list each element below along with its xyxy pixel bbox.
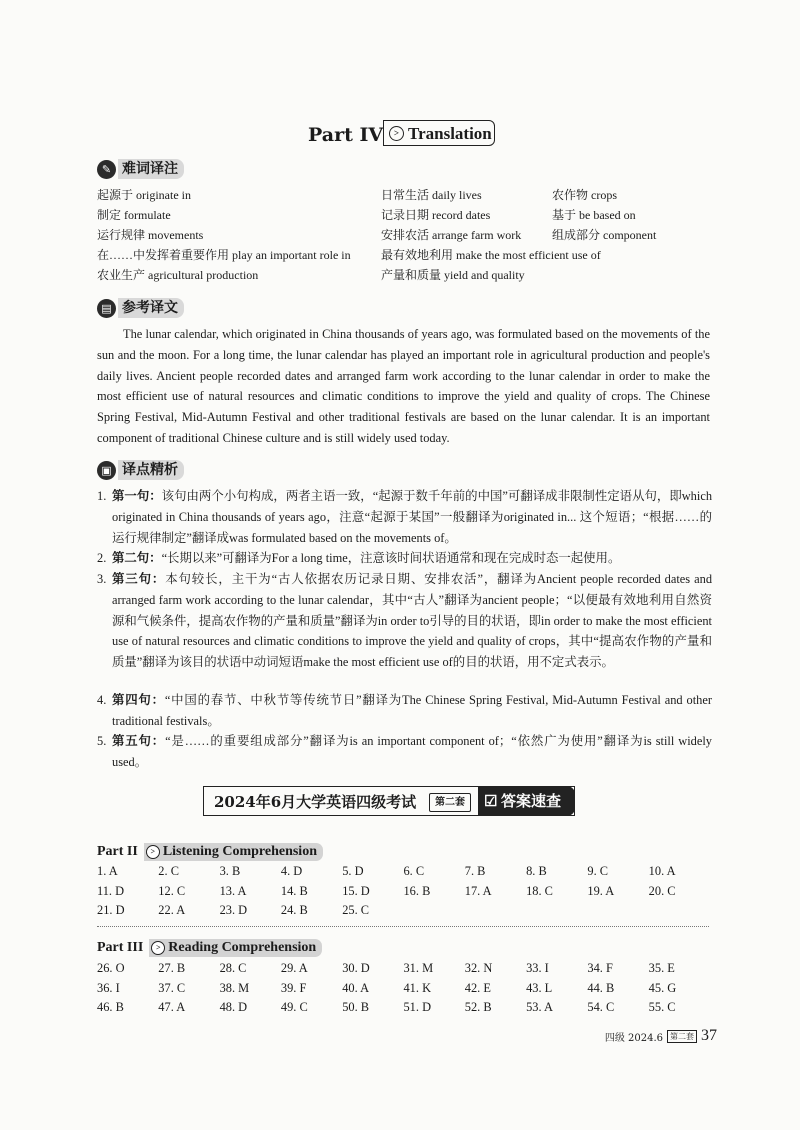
answer-item: 40. A xyxy=(342,980,370,995)
answer-item: 18. C xyxy=(526,883,553,898)
answer-item: 47. A xyxy=(158,1000,186,1014)
vocab-item: 农作物 crops xyxy=(552,188,617,202)
answer-item: 22. A xyxy=(158,903,186,917)
answer-item: 1. A xyxy=(97,864,118,878)
banner-title: 2024年6月大学英语四级考试 xyxy=(214,793,417,811)
part3-section: Reading Comprehension xyxy=(168,940,317,955)
answer-item: 44. B xyxy=(587,980,615,995)
vocab-badge-label: 难词译注 xyxy=(118,159,184,179)
answer-item: 33. I xyxy=(526,961,549,975)
part3-section-box xyxy=(149,939,322,957)
answer-item: 27. B xyxy=(158,961,186,975)
answer-item: 20. C xyxy=(648,883,676,898)
vocab-item: 农业生产 agricultural production xyxy=(97,268,259,282)
analysis-item: 4. 第四句：“中国的春节、中秋节等传统节日”翻译为The Chinese Spring Festival, Mid-Autumn Festival and other traditional festivals。 xyxy=(97,693,712,728)
divider xyxy=(97,926,709,927)
answer-item: 46. B xyxy=(97,1000,124,1014)
answer-item: 31. M xyxy=(403,961,434,975)
part2-section: Listening Comprehension xyxy=(162,844,317,859)
answer-item: 48. D xyxy=(219,1000,248,1014)
analysis-item: 1. 第一句：该句由两个小句构成，两者主语一致，“起源于数千年前的中国”可翻译成非限制性定语从句，即which originated in China thousands of years ago，注意“起源于某国”一般翻译为originated in... 这个短语；“根据……的运行规律制定”翻译成was formulated based on the movements of。 xyxy=(97,489,713,545)
answer-item: 12. C xyxy=(158,883,186,898)
answer-item: 25. C xyxy=(342,903,370,917)
answer-item: 30. D xyxy=(342,961,370,975)
reference-translation: The lunar calendar, which originated in China thousands of years ago, was formulated based on the movements of the sun and the moon. For a long time, the lunar calendar has played an important role in agricultural production and people's daily lives. Ancient people recorded dates and arranged farm work according to the lunar calendar in order to make the most efficient use of natural resources and climatic conditions to improve the yield and quality of crops. The Chinese Spring Festival, Mid-Autumn Festival and other traditional festivals are based on the lunar calendar. It is an important component of traditional Chinese culture and is still widely used today. xyxy=(97,327,710,445)
part2-answers xyxy=(97,864,717,923)
answer-item: 11. D xyxy=(97,883,125,898)
answer-item: 29. A xyxy=(280,961,308,975)
answer-key-banner xyxy=(203,786,575,816)
vocab-badge xyxy=(97,158,184,180)
answer-item: 49. C xyxy=(280,1000,308,1014)
answer-item: 51. D xyxy=(403,1000,432,1014)
arrow-right-icon: > xyxy=(146,845,160,859)
analysis-badge-label: 译点精析 xyxy=(118,460,184,480)
checkbox-icon: ☑ xyxy=(484,791,498,810)
answer-item: 34. F xyxy=(587,961,613,975)
vocab-col-3 xyxy=(552,185,656,245)
section-title-box xyxy=(383,120,495,146)
open-book-icon: ▤ xyxy=(97,299,116,318)
part2-heading xyxy=(97,842,323,862)
section-title: Translation xyxy=(408,124,492,143)
answer-item: 21. D xyxy=(97,903,125,917)
vocab-item: 制定 formulate xyxy=(97,208,171,222)
answer-item: 9. C xyxy=(587,864,609,878)
vocab-item: 运行规律 movements xyxy=(97,228,204,242)
answer-item: 5. D xyxy=(342,864,364,878)
answer-item: 7. B xyxy=(464,864,486,878)
answer-item: 19. A xyxy=(587,883,615,898)
page-footer xyxy=(605,1027,717,1045)
answer-item: 28. C xyxy=(219,961,247,975)
answer-item: 38. M xyxy=(219,980,250,995)
answer-item: 35. E xyxy=(648,961,675,975)
answer-item: 17. A xyxy=(464,883,492,898)
answer-item: 32. N xyxy=(464,961,493,975)
answer-item: 4. D xyxy=(280,864,303,878)
vocab-item: 日常生活 daily lives xyxy=(381,188,482,202)
answer-item: 15. D xyxy=(342,883,370,898)
analysis-item: 2. 第二句：“长期以来”可翻译为For a long time，注意该时间状语通常和现在完成时态一起使用。 xyxy=(97,551,621,565)
answer-item: 36. I xyxy=(97,980,120,995)
part2-section-box xyxy=(144,843,323,861)
set-tag: 第二套 xyxy=(429,793,471,812)
answer-item: 26. O xyxy=(97,961,125,975)
answer-item: 2. C xyxy=(158,864,179,878)
answer-item: 37. C xyxy=(158,980,186,995)
answer-item: 52. B xyxy=(464,1000,492,1014)
page-number: 37 xyxy=(701,1027,717,1044)
answer-item: 23. D xyxy=(219,903,248,917)
analysis-item: 5. 第五句：“是……的重要组成部分”翻译为is an important component of；“依然广为使用”翻译为is still widely used。 xyxy=(97,734,713,769)
answer-item: 45. G xyxy=(648,980,677,995)
vocab-item: 起源于 originate in xyxy=(97,188,191,202)
answer-item: 6. C xyxy=(403,864,425,878)
analysis-item: 3. 第三句：本句较长，主干为“古人依据农历记录日期、安排农活”，翻译为Ancient people recorded dates and arranged farm work according to the lunar calendar，其中“古人”翻译为ancient people；“以便最有效地利用自然资源和气候条件，提高农作物的产量和质量”翻译为in order to引导的目的状语，即in order to make the most efficient use of natural resources and climatic conditions to improve the yield and quality of crops，其中“提高农作物的产量和质量”翻译为该目的状语中动词短语make the most efficient use of的目的状语，用不定式表示。 xyxy=(97,572,713,670)
book-icon: ✎ xyxy=(97,160,116,179)
part3-answers xyxy=(97,961,717,1020)
banner-answer-label: ☑ 答案速查 xyxy=(478,786,575,816)
answer-item: 55. C xyxy=(648,1000,676,1014)
part-title: Part IV xyxy=(308,124,384,146)
answer-item: 41. K xyxy=(403,980,432,995)
issue-label: 四级 2024.6 xyxy=(604,1032,663,1044)
vocab-item: 组成部分 component xyxy=(552,228,657,242)
answer-item: 16. B xyxy=(403,883,431,898)
part3-name: Part III xyxy=(97,940,144,955)
answer-item: 8. B xyxy=(526,864,547,878)
answer-item: 50. B xyxy=(342,1000,370,1014)
vocab-item: 最有效地利用 make the most efficient use of xyxy=(381,248,601,262)
analysis-badge xyxy=(97,459,184,481)
vocab-col-1 xyxy=(97,185,351,285)
footer-set-tag: 第二套 xyxy=(667,1030,697,1043)
answer-item: 39. F xyxy=(280,980,307,995)
part3-heading xyxy=(97,938,322,958)
reference-badge xyxy=(97,297,184,319)
answer-item: 13. A xyxy=(219,883,247,898)
vocab-item: 在……中发挥着重要作用 play an important role in xyxy=(97,248,351,262)
vocab-item: 安排农活 arrange farm work xyxy=(381,228,522,242)
vocab-item: 记录日期 record dates xyxy=(381,208,491,222)
answer-item: 3. B xyxy=(219,864,241,878)
answer-item: 10. A xyxy=(648,864,676,878)
vocab-item: 基于 be based on xyxy=(552,208,636,222)
reference-badge-label: 参考译文 xyxy=(118,298,184,318)
vocab-item: 产量和质量 yield and quality xyxy=(381,268,525,282)
answer-item: 54. C xyxy=(587,1000,615,1014)
answer-item: 53. A xyxy=(526,1000,553,1014)
arrow-right-icon: > xyxy=(151,941,165,955)
answer-item: 24. B xyxy=(280,903,308,917)
part2-name: Part II xyxy=(97,844,138,859)
answer-item: 42. E xyxy=(464,980,491,995)
arrow-right-icon: > xyxy=(389,126,404,141)
notes-icon: ▣ xyxy=(97,461,116,480)
answer-item: 14. B xyxy=(280,883,308,898)
answer-item: 43. L xyxy=(526,980,553,995)
